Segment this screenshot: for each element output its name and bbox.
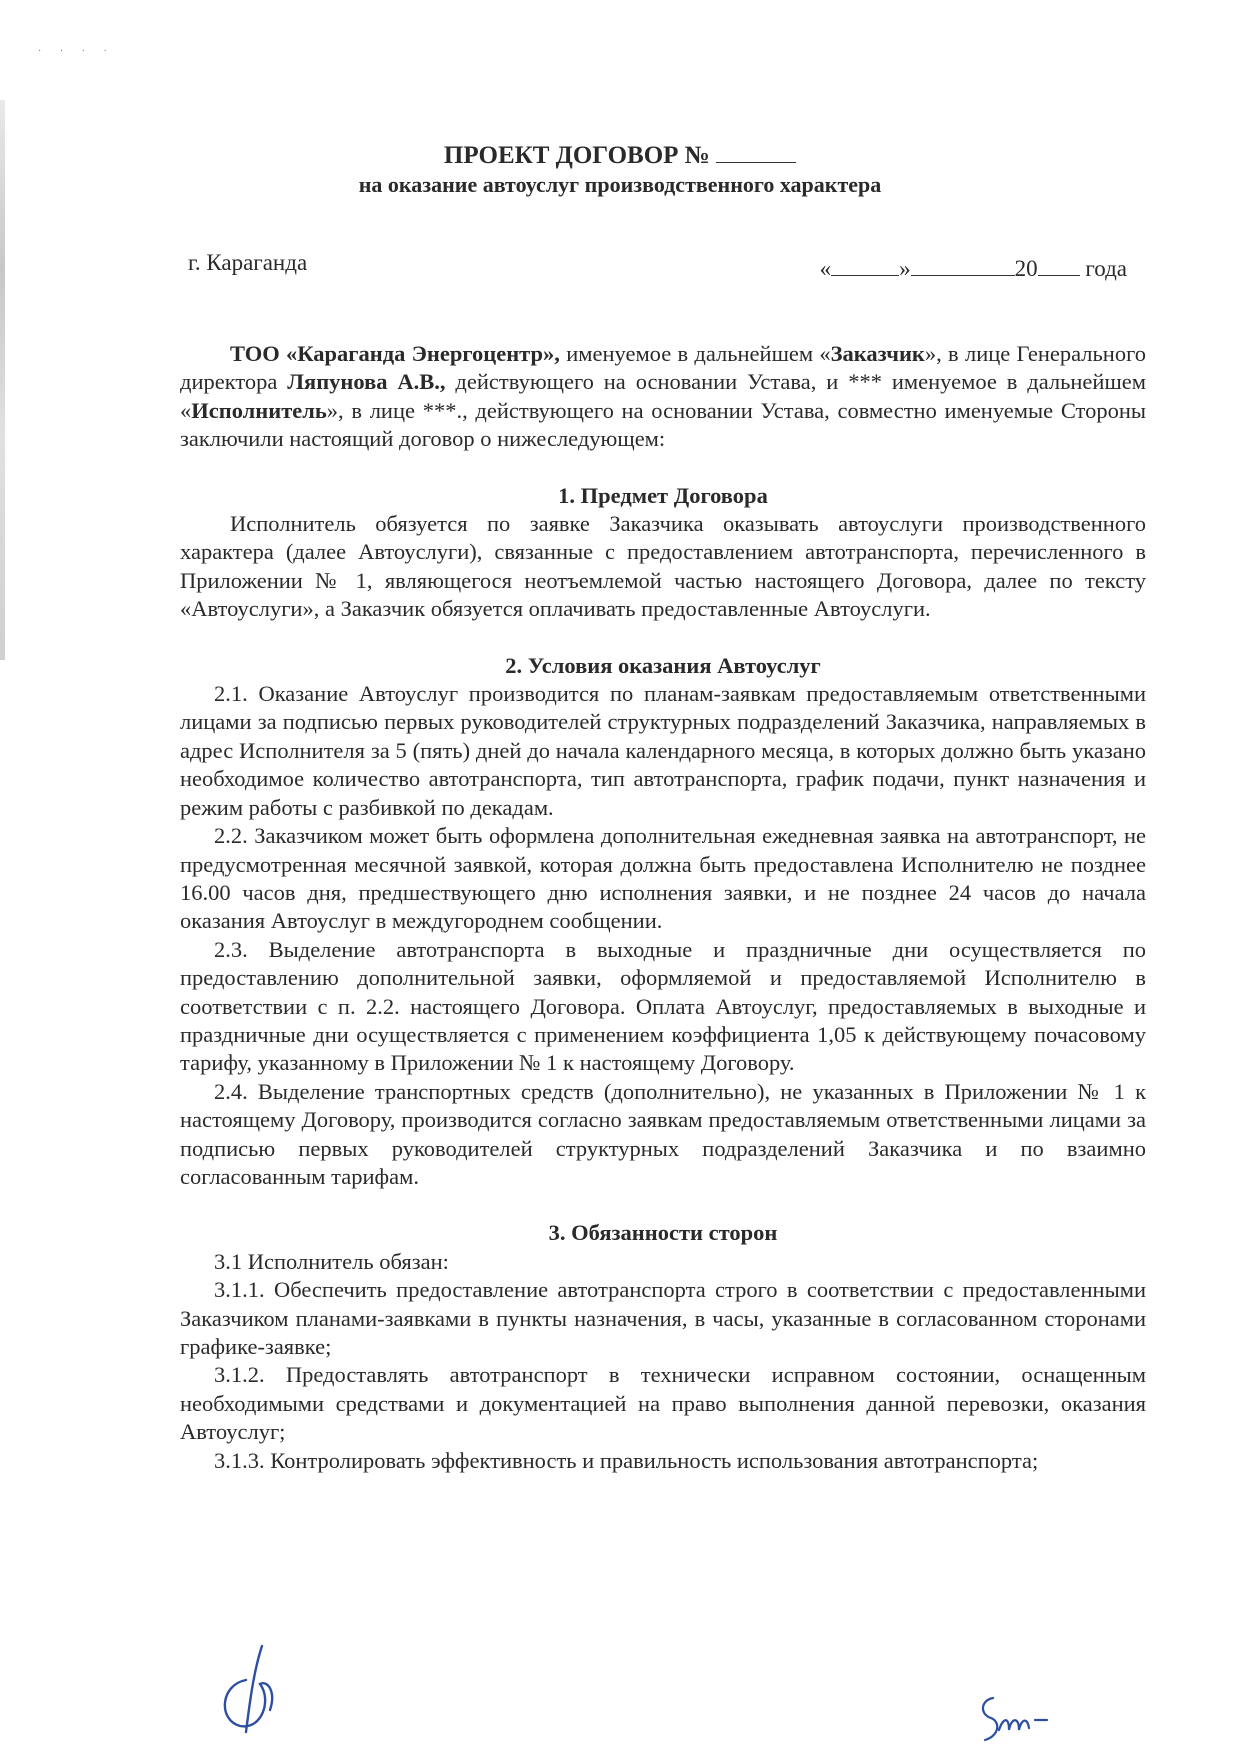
date-open-quote: « bbox=[819, 256, 832, 281]
preamble-text-3: действующего на основании Устава, и *** именуемое в дальнейшем « bbox=[180, 369, 1146, 423]
contract-body bbox=[180, 340, 1146, 1475]
clause-2-4: 2.4. Выделение транспортных средств (дополнительно), не указанных в Приложении № 1 к настоящему Договору, производится согласно заявкам предоставляемым ответственными лицами за подписью первых руководителей структурных подразделений Заказчика и по взаимно согласованным тарифам. bbox=[180, 1078, 1146, 1189]
section-1-heading: 1. Предмет Договора bbox=[558, 482, 768, 508]
year-prefix: 20 bbox=[1014, 256, 1038, 281]
preamble-text-4: », в лице ***., действующего на основании Устава, совместно именуемые Стороны заключили настоящий договор о нижеследующем: bbox=[180, 397, 1146, 452]
clause-2-3: 2.3. Выделение автотранспорта в выходные и праздничные дни осуществляется по предоставлению дополнительной заявки, оформляемой и предоставляемой Исполнителю в соответствии с п. 2.2. настоящего Договора. Оплата Автоуслуг, предоставляемых в выходные и праздничные дни осуществляется с применением коэффициента 1,05 к действующему почасовому тарифу, указанному в Приложении № 1 к настоящему Договору. bbox=[180, 936, 1146, 1076]
clause-2-1: 2.1. Оказание Автоуслуг производится по планам-заявкам предоставляемым ответственными лицами за подписью первых руководителей структурных подразделений Заказчика, направляемых в адрес Исполнителя за 5 (пять) дней до начала календарного месяца, в которых должно быть указано необходимое количество автотранспорта, тип автотранспорта, график подачи, пункт назначения и режим работы с разбивкой по декадам. bbox=[180, 681, 1146, 820]
year-blank bbox=[1038, 257, 1080, 276]
spacer bbox=[180, 624, 1146, 652]
signature-left bbox=[210, 1640, 300, 1740]
preamble-text-2: », в лице Генерального директора bbox=[180, 341, 1146, 395]
contract-title bbox=[0, 142, 1240, 170]
date-close-quote: » bbox=[899, 256, 911, 281]
contract-subtitle: на оказание автоуслуг производственного характера bbox=[358, 172, 882, 197]
signature-right-stroke bbox=[983, 1698, 1047, 1740]
clause-3-1: 3.1 Исполнитель обязан: bbox=[214, 1248, 449, 1274]
spacer bbox=[180, 454, 1146, 482]
clause-2-2: 2.2. Заказчиком может быть оформлена дополнительная ежедневная заявка на автотранспорт, не предусмотренная месячной заявкой, которая должна быть предоставлена Исполнителю не позднее 16.00 часов дня, предшествующего дню исполнения заявки, и не позднее 24 часов до начала оказания Автоуслуг в междугороднем сообщении. bbox=[180, 823, 1146, 934]
section-3-heading: 3. Обязанности сторон bbox=[548, 1220, 778, 1246]
day-blank bbox=[831, 257, 899, 276]
month-blank bbox=[911, 257, 1015, 276]
section-2-heading: 2. Условия оказания Автоуслуг bbox=[505, 652, 821, 678]
date-suffix: года bbox=[1085, 256, 1127, 281]
company-name: ТОО «Караганда Энергоцентр», bbox=[230, 341, 560, 366]
preamble bbox=[180, 340, 1146, 454]
clause-3-1-3: 3.1.3. Контролировать эффективность и правильность использования автотранспорта; bbox=[214, 1447, 1039, 1473]
scan-specks: · · · · bbox=[38, 46, 115, 57]
clause-3-1-2: 3.1.2. Предоставлять автотранспорт в технически исправном состоянии, оснащенным необходимыми средствами и документацией на право выполнения данной перевозки, оказания Автоуслуг; bbox=[180, 1362, 1146, 1445]
customer-term: Заказчик bbox=[830, 341, 925, 366]
contract-number-blank bbox=[716, 142, 796, 163]
preamble-text-1: именуемое в дальнейшем « bbox=[559, 341, 831, 366]
contract-date bbox=[820, 256, 1127, 282]
signature-left-stroke bbox=[225, 1646, 272, 1732]
contract-title-text: ПРОЕКТ ДОГОВОР № bbox=[443, 142, 710, 169]
director-name: Ляпунова А.В., bbox=[287, 369, 446, 395]
city: г. Караганда bbox=[188, 250, 308, 275]
contractor-term: Исполнитель bbox=[191, 397, 327, 423]
signature-right bbox=[975, 1690, 1065, 1750]
clause-3-1-1: 3.1.1. Обеспечить предоставление автотранспорта строго в соответствии с предоставленными Заказчиком планами-заявками в пункты назначения, в часы, указанные в согласованном сторонами графике-заявке; bbox=[180, 1277, 1146, 1359]
spacer bbox=[180, 1191, 1146, 1219]
section-1-text: Исполнитель обязуется по заявке Заказчика оказывать автоуслуги производственного характера (далее Автоуслуги), связанные с предоставлением автотранспорта, перечисленного в Приложении № 1, являющегося неотъемлемой частью настоящего Договора, далее по тексту «Автоуслуги», а Заказчик обязуется оплачивать предоставленные Автоуслуги. bbox=[180, 511, 1146, 622]
